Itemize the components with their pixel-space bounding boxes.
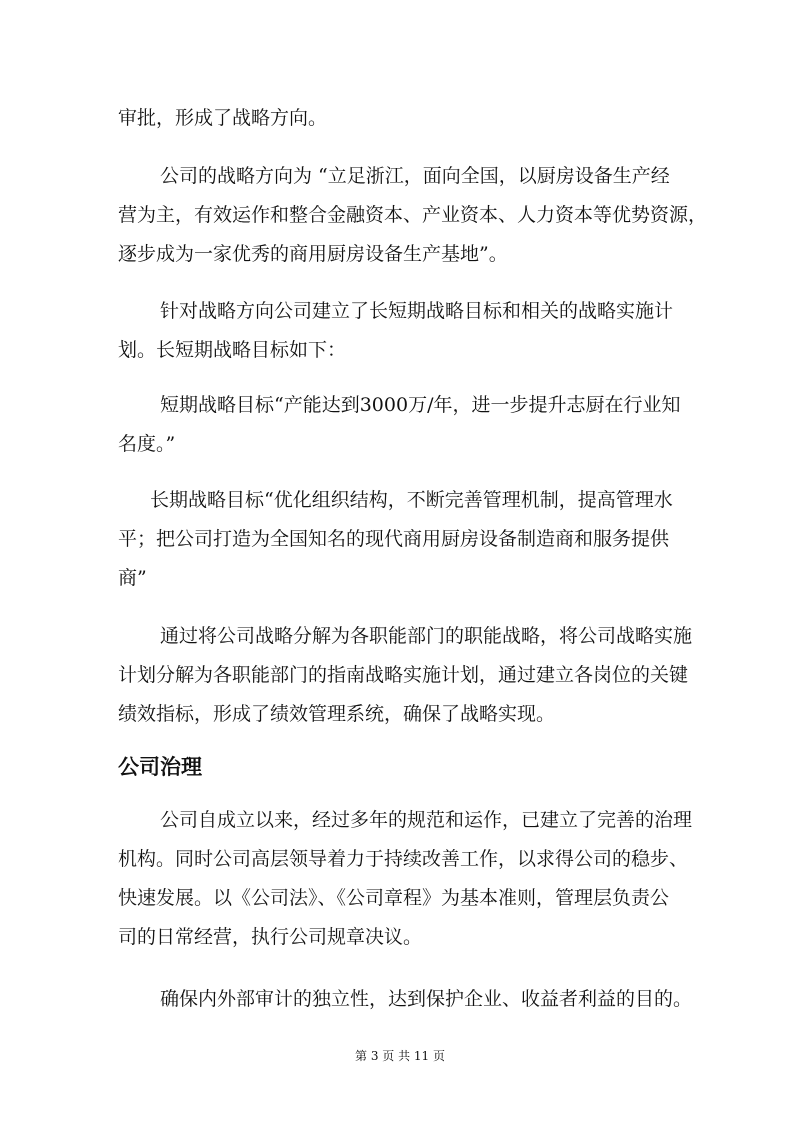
text-line: 短期战略目标“产能达到3000万/年，进一步提升志厨在行业知 xyxy=(160,394,681,416)
paragraph-strategy-goals xyxy=(118,292,688,370)
paragraph-governance xyxy=(118,801,693,957)
paragraph-long-term-goal xyxy=(118,481,688,598)
text-line: 审批，形成了战略方向。 xyxy=(118,107,328,129)
text-line: 长期战略目标“优化组织结构，不断完善管理机制，提高管理水 xyxy=(150,489,673,511)
text-line: 计划分解为各职能部门的指南战略实施计划，通过建立各岗位的关键 xyxy=(118,664,689,686)
section-heading-corporate-governance: 公司治理 xyxy=(118,755,202,779)
paragraph-short-term-goal xyxy=(118,386,688,464)
page-number-footer: 第 3 页 共 11 页 xyxy=(355,1049,445,1063)
text-line: 快速发展。以《公司法》、《公司章程》为基本准则，管理层负责公 xyxy=(118,887,670,909)
text-line: 营为主，有效运作和整合金融资本、产业资本、人力资本等优势资源， xyxy=(118,204,708,226)
text-line: 通过将公司战略分解为各职能部门的职能战略，将公司战略实施 xyxy=(160,625,693,647)
text-line: 逐步成为一家优秀的商用厨房设备生产基地”。 xyxy=(118,243,508,265)
text-line: 绩效指标，形成了绩效管理系统，确保了战略实现。 xyxy=(118,703,556,725)
paragraph-audit-independence xyxy=(118,980,693,1019)
text-line: 司的日常经营，执行公司规章决议。 xyxy=(118,926,423,948)
text-line: 针对战略方向公司建立了长短期战略目标和相关的战略实施计 xyxy=(160,300,674,322)
text-line: 公司自成立以来，经过多年的规范和运作，已建立了完善的治理 xyxy=(160,809,693,831)
paragraph-strategy-direction xyxy=(118,157,708,274)
text-line: 机构。同时公司高层领导着力于持续改善工作，以求得公司的稳步、 xyxy=(118,848,689,870)
text-line: 公司的战略方向为 “立足浙江，面向全国，以厨房设备生产经 xyxy=(160,165,670,187)
text-line: 名度。” xyxy=(118,433,176,455)
text-line: 确保内外部审计的独立性，达到保护企业、收益者利益的目的。 xyxy=(160,988,693,1010)
text-line: 平；把公司打造为全国知名的现代商用厨房设备制造商和服务提供 xyxy=(118,528,670,550)
paragraph-strategy-decomposition xyxy=(118,617,693,734)
paragraph-strategy-approval xyxy=(118,99,688,138)
text-line: 划。长短期战略目标如下： xyxy=(118,339,347,361)
text-line: 商” xyxy=(118,567,147,589)
